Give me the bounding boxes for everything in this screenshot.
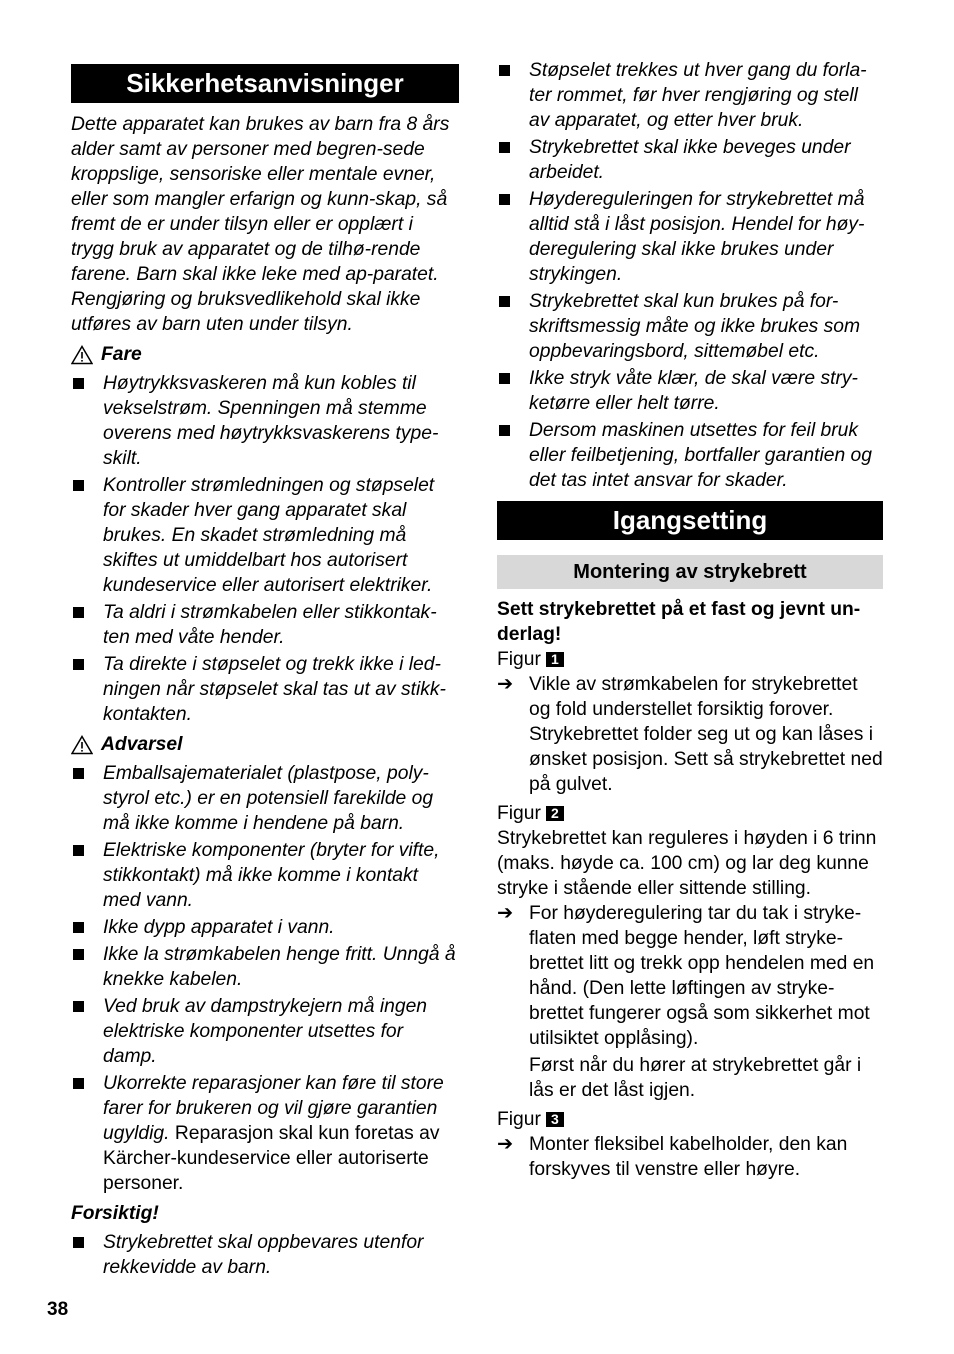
list-item: Ta direkte i støpselet og trekk ikke i led-ningen når støpselet skal tas ut av stikk-kontakten. bbox=[71, 652, 459, 727]
bullet-square-icon bbox=[499, 142, 510, 153]
list-item: ➔ Monter fleksibel kabelholder, den kan forskyves til venstre eller høyre. bbox=[497, 1134, 848, 1180]
step-list-2 bbox=[497, 901, 883, 1051]
bullet-square-icon bbox=[499, 65, 510, 76]
bullet-square-icon bbox=[73, 1237, 84, 1248]
list-item: Ikke stryk våte klær, de skal være stry-ketørre eller helt tørre. bbox=[497, 366, 883, 416]
bullet-square-icon bbox=[73, 922, 84, 933]
forsiktig-label: Forsiktig! bbox=[71, 1203, 159, 1224]
safety-list-continued bbox=[497, 58, 883, 493]
list-item: Strykebrettet skal kun brukes på for-skriftsmessig måte og ikke brukes som oppbevaringsbord, sittemøbel etc. bbox=[497, 289, 883, 364]
list-item bbox=[71, 1071, 459, 1196]
figure-number-badge: 3 bbox=[546, 1112, 564, 1127]
bullet-square-icon bbox=[73, 480, 84, 491]
figure-number-badge: 2 bbox=[546, 806, 564, 821]
bullet-square-icon bbox=[499, 296, 510, 307]
arrow-right-icon: ➔ bbox=[497, 674, 514, 695]
section-title-igangsetting: Igangsetting bbox=[497, 501, 883, 540]
arrow-right-icon: ➔ bbox=[497, 903, 514, 924]
fare-heading bbox=[71, 342, 459, 367]
page-number: 38 bbox=[47, 1299, 69, 1320]
advarsel-label: Advarsel bbox=[101, 734, 183, 755]
list-item: Elektriske komponenter (bryter for vifte, stikkontakt) må ikke komme i kontakt med vann. bbox=[71, 838, 459, 913]
bullet-square-icon bbox=[499, 373, 510, 384]
step-2-continuation: Først når du hører at strykebrettet går i lås er det låst igjen. bbox=[529, 1055, 862, 1101]
list-item: Kontroller strømledningen og støpselet for skader hver gang apparatet skal brukes. En skadet strømledning må skiftes ut umiddelbart hos autorisert kundeservice eller autorisert elektriker. bbox=[71, 473, 459, 598]
bullet-square-icon bbox=[73, 1078, 84, 1089]
section-title-safety: Sikkerhetsanvisninger bbox=[71, 64, 459, 103]
list-item: Strykebrettet skal ikke beveges under arbeidet. bbox=[497, 135, 883, 185]
list-item: Høydereguleringen for strykebrettet må alltid stå i låst posisjon. Hendel for høy-deregulering skal ikke brukes under strykingen. bbox=[497, 187, 883, 287]
list-item: Støpselet trekkes ut hver gang du forla-ter rommet, før hver rengjøring og stell av apparatet, og etter hver bruk. bbox=[497, 58, 883, 133]
fare-list bbox=[71, 371, 459, 727]
bullet-square-icon bbox=[73, 659, 84, 670]
bullet-square-icon bbox=[499, 194, 510, 205]
list-item: ➔ Vikle av strømkabelen for strykebrettet og fold understellet forsiktig forover. Strykebrettet folder seg ut og kan låses i ønsket posisjon. Sett så strykebrettet ned på gulvet. bbox=[497, 674, 883, 795]
bullet-square-icon bbox=[73, 607, 84, 618]
list-item: Ta aldri i strømkabelen eller stikkontak-ten med våte hender. bbox=[71, 600, 459, 650]
advarsel-heading bbox=[71, 732, 459, 757]
figure-ref-1: Figur 1 bbox=[497, 647, 883, 672]
repair-italic-text: Ukorrekte reparasjoner kan føre til store farer for brukeren og vil gjøre garantien ugyldig. bbox=[103, 1073, 444, 1144]
list-item: Ikke dypp apparatet i vann. bbox=[71, 915, 459, 940]
bullet-square-icon bbox=[73, 1001, 84, 1012]
bullet-square-icon bbox=[499, 425, 510, 436]
list-item: Ved bruk av dampstrykejern må ingen elektriske komponenter utsettes for damp. bbox=[71, 994, 459, 1069]
bullet-square-icon bbox=[73, 378, 84, 389]
fare-label: Fare bbox=[101, 344, 142, 365]
list-item: ➔ For høyderegulering tar du tak i stryke-flaten med begge hender, løft stryke-brettet litt og trekk opp hendelen med en hånd. (Den lette løftingen av stryke-brettet fungerer også som sikkerhet mot utilsiktet opplåsing). bbox=[497, 903, 875, 1049]
bullet-square-icon bbox=[73, 768, 84, 779]
left-column bbox=[71, 58, 459, 1282]
subsection-title-montering: Montering av strykebrett bbox=[497, 555, 883, 589]
list-item: Emballsajematerialet (plastpose, poly-styrol etc.) er en potensiell farekilde og må ikke komme i hendene på barn. bbox=[71, 761, 459, 836]
bullet-square-icon bbox=[73, 845, 84, 856]
forsiktig-list bbox=[71, 1230, 459, 1280]
warning-triangle-icon bbox=[71, 345, 93, 365]
height-adjust-paragraph: Strykebrettet kan reguleres i høyden i 6 trinn (maks. høyde ca. 100 cm) og lar deg kunne stryke i stående eller sittende stilling. bbox=[497, 828, 877, 899]
figure-number-badge: 1 bbox=[546, 652, 564, 667]
figure-ref-3: Figur 3 bbox=[497, 1107, 883, 1132]
bold-instruction: Sett strykebrettet på et fast og jevnt un-derlag! bbox=[497, 599, 861, 645]
advarsel-list bbox=[71, 761, 459, 1196]
bullet-square-icon bbox=[73, 949, 84, 960]
intro-paragraph: Dette apparatet kan brukes av barn fra 8 års alder samt av personer med begren-sede kroppslige, sensoriske eller mentale evner, eller som mangler erfarign og kunn-skap, så fremt de er under tilsyn eller er opplært i trygg bruk av apparatet og de tilhø-rende farene. Barn skal ikke leke med ap-paratet. Rengjøring og bruksvedlikehold skal ikke utføres av barn uten under tilsyn. bbox=[71, 114, 450, 335]
arrow-right-icon: ➔ bbox=[497, 1134, 514, 1155]
list-item: Høytrykksvaskeren må kun kobles til vekselstrøm. Spenningen må stemme overens med høytrykksvaskerens type-skilt. bbox=[71, 371, 459, 471]
right-column bbox=[497, 58, 883, 1184]
list-item: Strykebrettet skal oppbevares utenfor rekkevidde av barn. bbox=[71, 1230, 459, 1280]
repair-normal-text: Reparasjon skal kun foretas av Kärcher-kundeservice eller autoriserte personer. bbox=[103, 1123, 440, 1194]
list-item: Ikke la strømkabelen henge fritt. Unngå å knekke kabelen. bbox=[71, 942, 459, 992]
figure-ref-2: Figur 2 bbox=[497, 801, 883, 826]
step-list-3 bbox=[497, 1132, 883, 1182]
warning-triangle-icon bbox=[71, 735, 93, 755]
step-list-1 bbox=[497, 672, 883, 797]
list-item: Dersom maskinen utsettes for feil bruk eller feilbetjening, bortfaller garantien og det tas intet ansvar for skader. bbox=[497, 418, 883, 493]
